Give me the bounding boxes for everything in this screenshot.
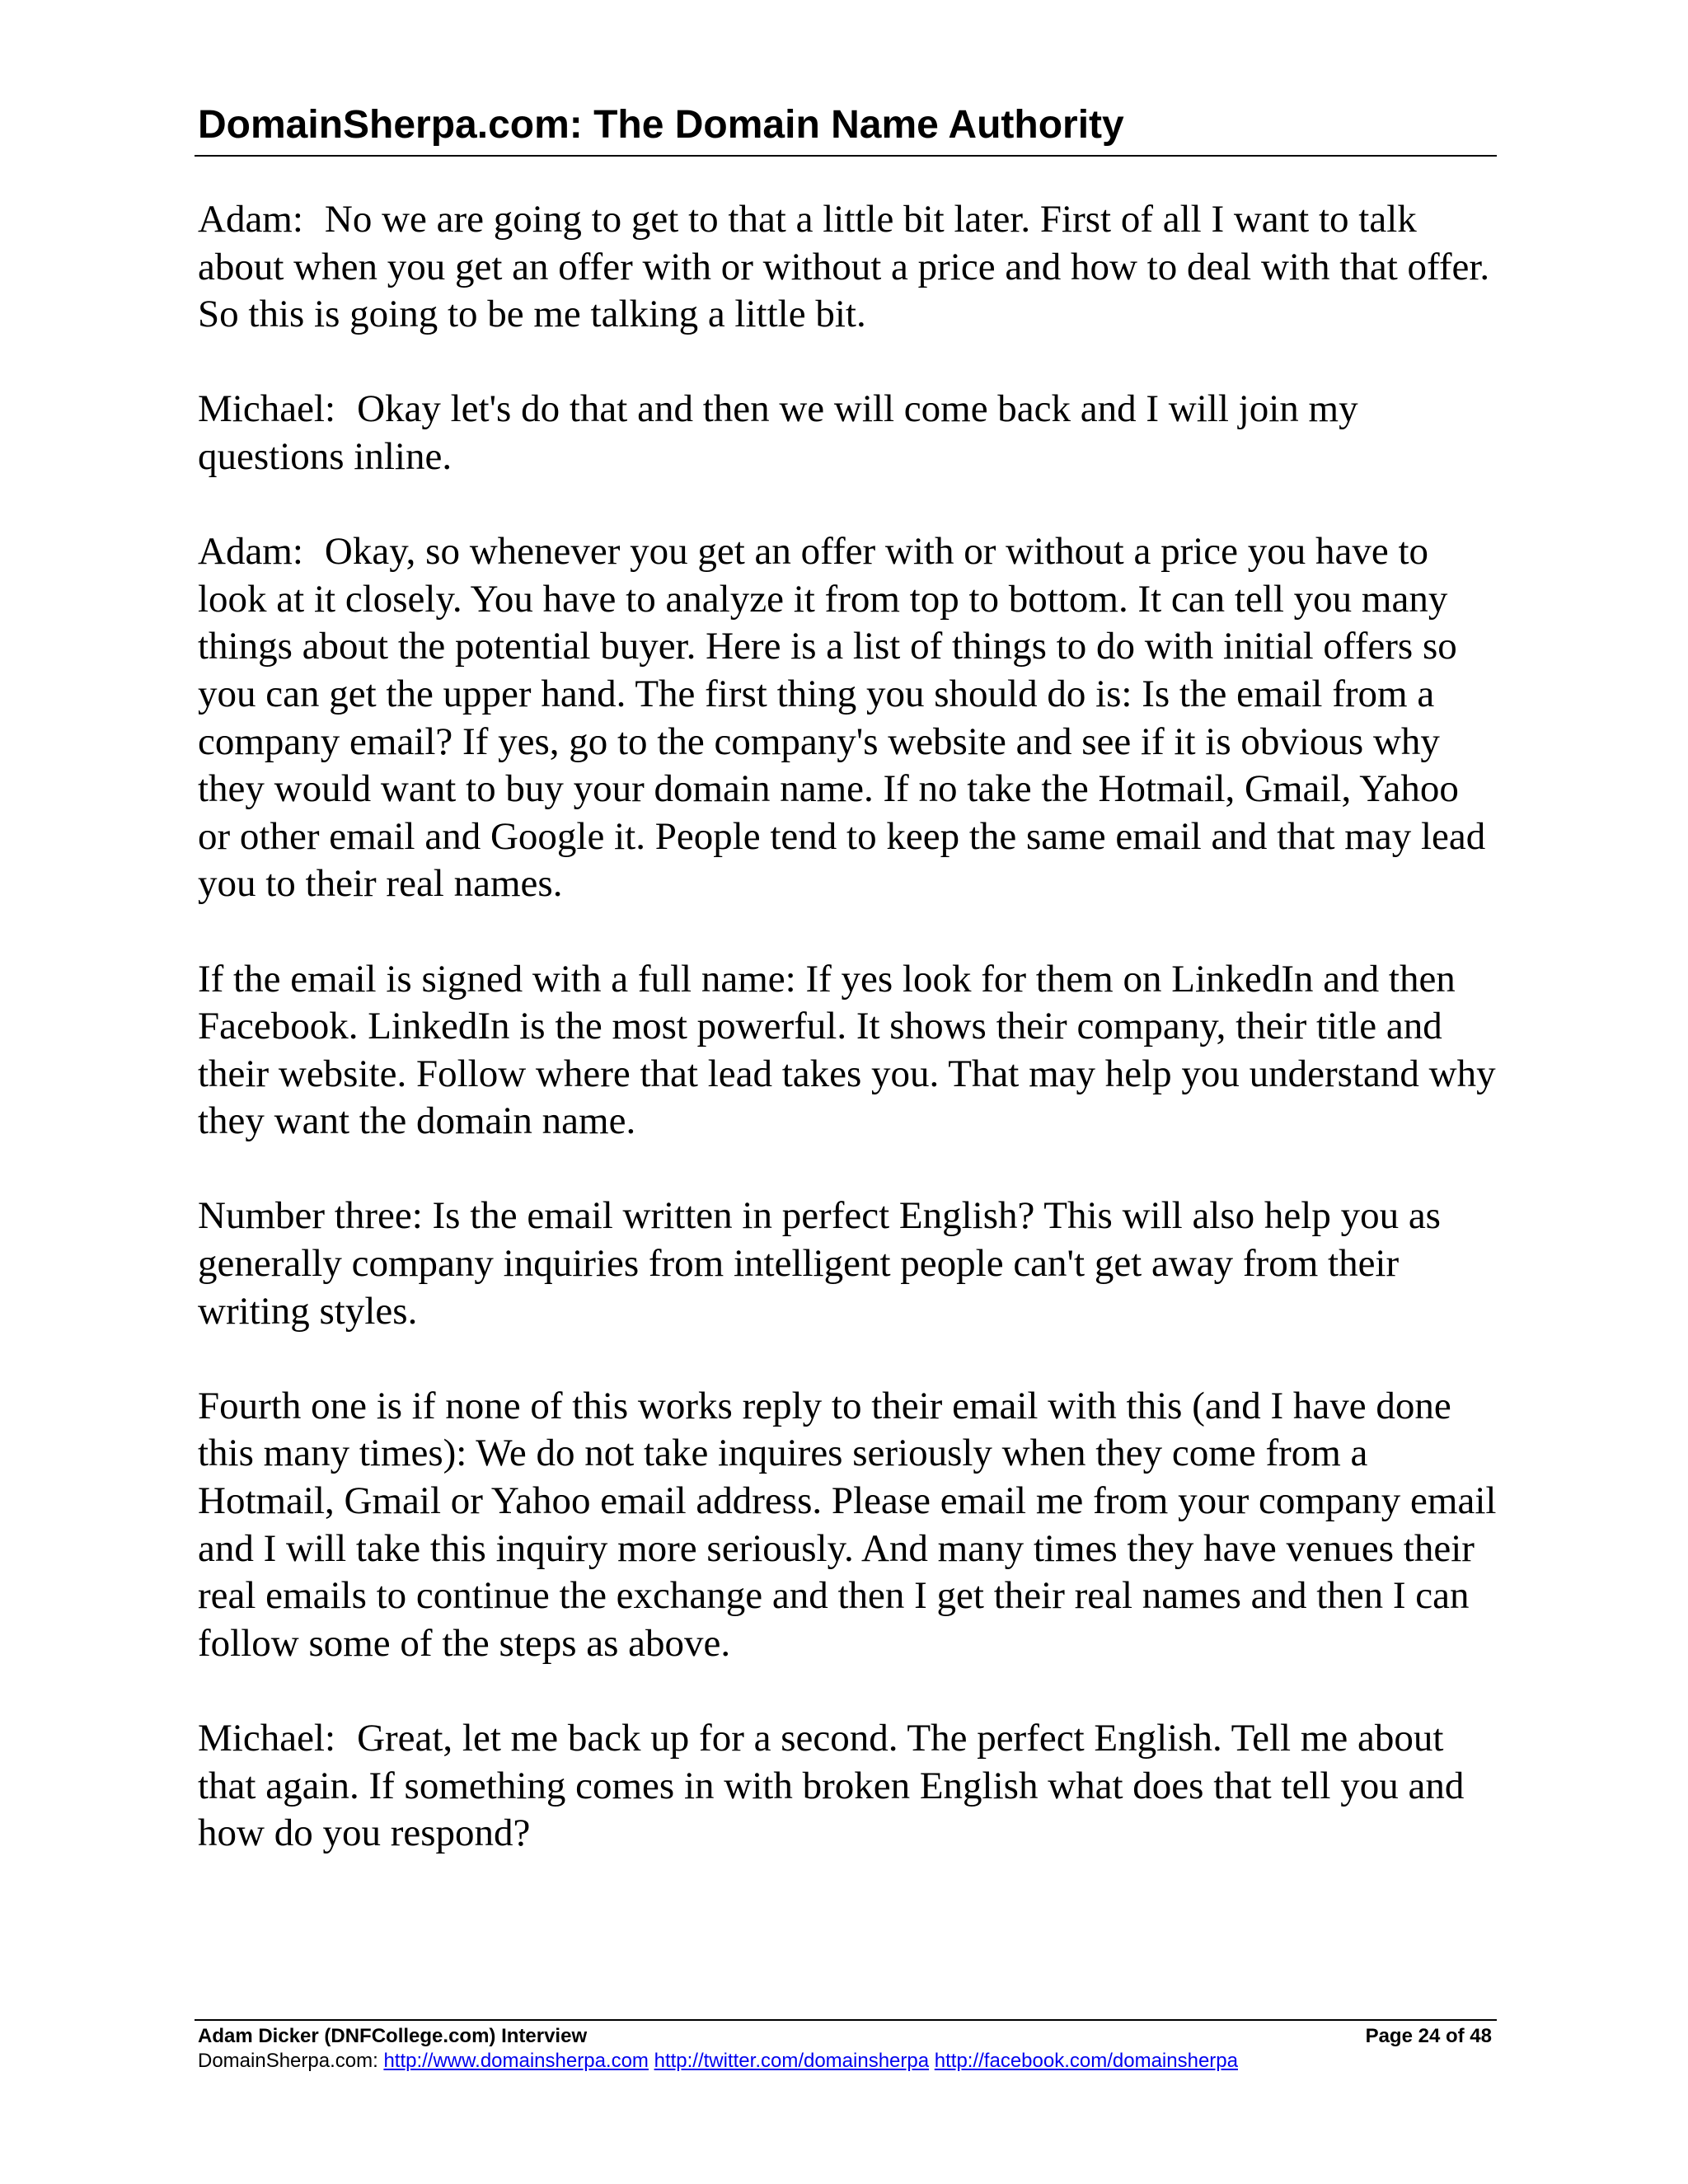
transcript-paragraph xyxy=(198,1383,1500,1668)
transcript-paragraph xyxy=(198,1193,1500,1335)
transcript-paragraph xyxy=(198,1715,1500,1858)
speaker-label: Michael: xyxy=(198,1717,336,1760)
speaker-label: Adam: xyxy=(198,198,303,241)
footer-divider xyxy=(195,2019,1497,2021)
footer-top-row xyxy=(198,2024,1492,2049)
paragraph-text: Number three: Is the email written in perfect English? This will also help you as generally company inquiries from intelligent people can't get away from their writing styles. xyxy=(198,1194,1441,1333)
footer-facebook-link[interactable]: http://facebook.com/domainsherpa xyxy=(934,2050,1238,2072)
footer-site-prefix: DomainSherpa.com: xyxy=(198,2050,378,2072)
footer-page-number: Page 24 of 48 xyxy=(1365,2025,1492,2047)
footer-interview-title: Adam Dicker (DNFCollege.com) Interview xyxy=(198,2025,588,2047)
paragraph-text: Fourth one is if none of this works reply to their email with this (and I have done this many times): We do not take inquires seriously when they come from a Hotmail, Gmail or Yahoo email address. Please email me from your company email and I will take this inquiry more seriously. And many times they have venues their real emails to continue the exchange and then I get their real names and then I can follow some of the steps as above. xyxy=(198,1384,1497,1665)
speaker-label: Michael: xyxy=(198,387,336,431)
paragraph-text: Okay, so whenever you get an offer with or without a price you have to look at it closely. You have to analyze it from top to bottom. It can tell you many things about the potential buyer. Here is a list of things to do with initial offers so you can get the upper hand. The first thing you should do is: Is the email from a company email? If yes, go to the company's website and see if it is obvious why they would want to buy your domain name. If no take the Hotmail, Gmail, Yahoo or other email and Google it. People tend to keep the same email and that may lead you to their real names. xyxy=(198,530,1486,906)
transcript-paragraph xyxy=(198,196,1500,339)
page-footer xyxy=(198,2024,1492,2074)
page-header-title: DomainSherpa.com: The Domain Name Authority xyxy=(198,103,1124,147)
paragraph-text: Great, let me back up for a second. The perfect English. Tell me about that again. If something comes in with broken English what does that tell you and how do you respond? xyxy=(198,1717,1465,1855)
footer-links-row xyxy=(198,2049,1492,2074)
footer-website-link[interactable]: http://www.domainsherpa.com xyxy=(383,2050,649,2072)
paragraph-text: If the email is signed with a full name: If yes look for them on LinkedIn and then Facebook. LinkedIn is the most powerful. It shows their company, their title and their website. Follow where that lead takes you. That may help you understand why they want the domain name. xyxy=(198,957,1496,1143)
header-divider xyxy=(195,155,1497,157)
transcript-paragraph xyxy=(198,386,1500,480)
transcript-paragraph xyxy=(198,528,1500,908)
transcript-body xyxy=(198,196,1500,1905)
footer-twitter-link[interactable]: http://twitter.com/domainsherpa xyxy=(654,2050,930,2072)
speaker-label: Adam: xyxy=(198,530,303,574)
transcript-paragraph xyxy=(198,956,1500,1146)
paragraph-text: Okay let's do that and then we will come back and I will join my questions inline. xyxy=(198,387,1358,478)
paragraph-text: No we are going to get to that a little bit later. First of all I want to talk about when you get an offer with or without a price and how to deal with that offer. So this is going to be me talking a little bit. xyxy=(198,198,1490,336)
